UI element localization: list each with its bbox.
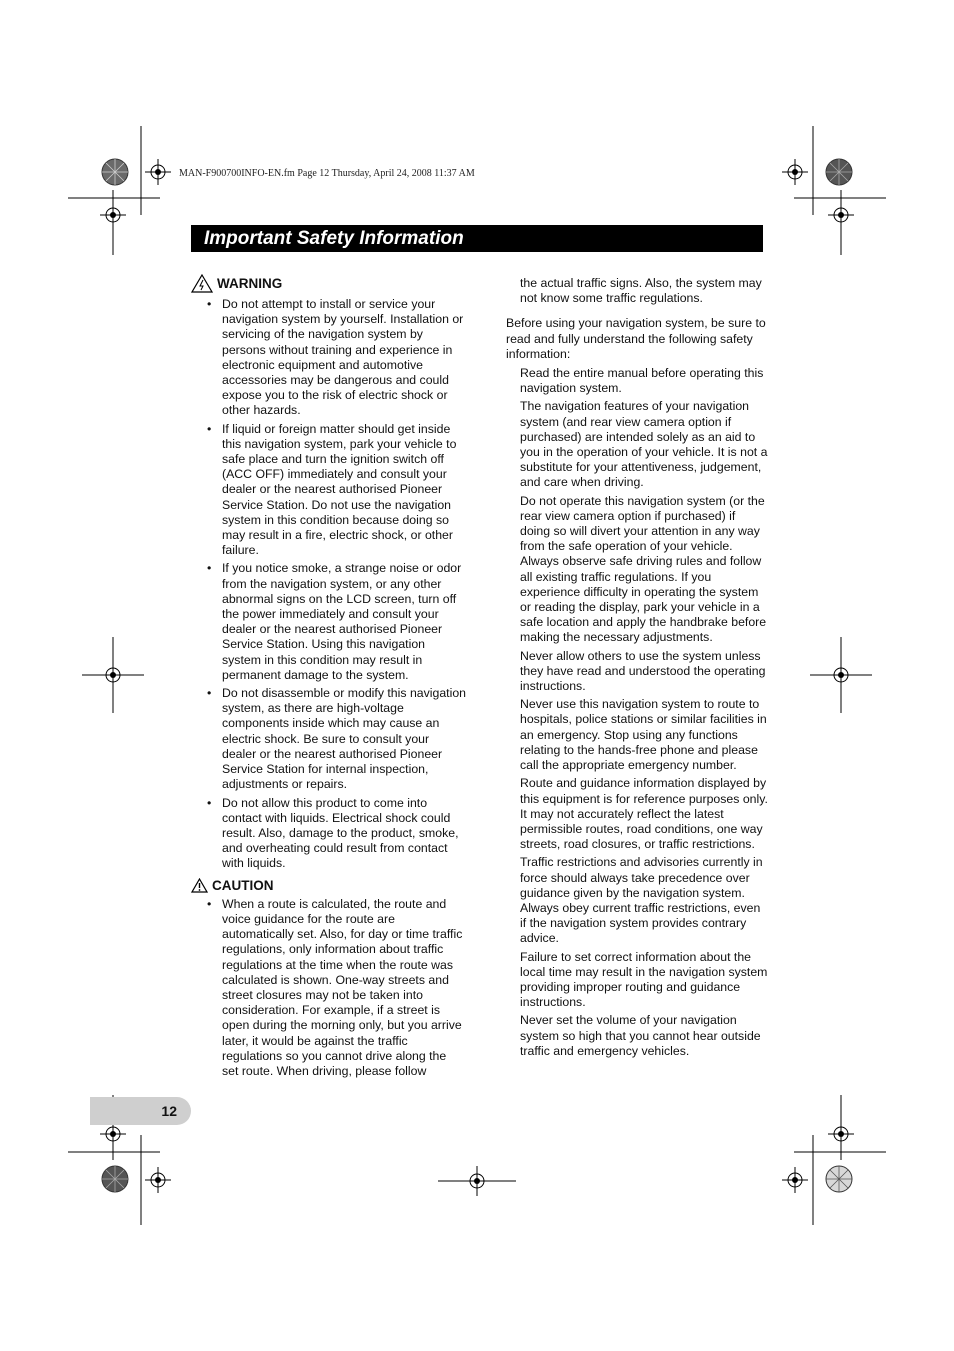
caution-heading <box>191 878 466 893</box>
intro-paragraph: Before using your navigation system, be sure to read and fully understand the following safety information: <box>506 316 766 361</box>
caution-triangle-icon <box>191 878 208 893</box>
color-bar-target-icon <box>825 1165 853 1193</box>
list-item: • When a route is calculated, the route and voice guidance for the route are automatically set. Also, for day or time traffic regulations, only information about traffic regulations at the time when the route was calculated is shown. One-way streets and street closures may not be taken into consideration. For example, if a street is open during the morning only, but you arrive later, it would be against the traffic regulations so you cannot drive along the set route. When driving, please follow <box>191 897 466 1079</box>
registration-mark-icon <box>100 202 126 228</box>
right-column <box>506 276 768 1062</box>
safety-paragraph: Never use this navigation system to route to hospitals, police stations or similar facilities in an emergency. Stop using any functions relating to the hands-free phone and please call the appropriate emergency number. <box>520 697 767 773</box>
caution-list <box>191 897 466 1079</box>
safety-paragraph: Failure to set correct information about the local time may result in the navigation system providing improper routing and guidance instructions. <box>520 949 768 1010</box>
safety-paragraph: Traffic restrictions and advisories currently in force should always take precedence over guidance given by the navigation system. Always obey current traffic restrictions, even if the navigation system provides contrary advice. <box>520 855 763 946</box>
page-title: Important Safety Information <box>191 225 763 252</box>
warning-shock-icon <box>191 274 213 293</box>
registration-mark-icon <box>145 159 171 185</box>
safety-paragraph: Route and guidance information displayed by this equipment is for reference purposes only. It may not accurately reflect the latest permissible routes, road conditions, one way streets, road closures, or traffic restrictions. <box>520 776 768 852</box>
list-item: • Do not allow this product to come into contact with liquids. Electrical shock could result. Also, damage to the product, smoke, and overheating could result from contact with liquids. <box>191 796 466 872</box>
print-header: MAN-F900700INFO-EN.fm Page 12 Thursday, April 24, 2008 11:37 AM <box>179 168 475 179</box>
registration-mark-icon <box>438 1166 516 1196</box>
color-bar-target-icon <box>101 158 129 186</box>
color-bar-target-icon <box>825 158 853 186</box>
caution-label: CAUTION <box>212 877 274 893</box>
list-item: • Do not disassemble or modify this navigation system, as there are high-voltage components inside which may cause an electric shock. Be sure to consult your dealer or the nearest authorised Pioneer Service Station for internal inspection, adjustments or repairs. <box>191 686 466 792</box>
safety-paragraph: Never allow others to use the system unless they have read and understood the operating instructions. <box>520 648 766 694</box>
list-item: • Do not attempt to install or service your navigation system by yourself. Installation or servicing of the navigation system by persons without training and experience in electronic equipment and automotive accessories may be dangerous and could expose you to the risk of electric shock or other hazards. <box>191 297 466 419</box>
color-bar-target-icon <box>101 1165 129 1193</box>
safety-paragraph: The navigation features of your navigation system (and rear view camera option if purchased) are intended solely as an aid to you in the operation of your vehicle. It is not a substitute for your attentiveness, judgement, and care when driving. <box>520 399 768 490</box>
registration-mark-icon <box>810 637 872 713</box>
warning-label: WARNING <box>217 275 283 291</box>
list-item: • If you notice smoke, a strange noise or odor from the navigation system, or any other abnormal signs on the LCD screen, turn off the power immediately and consult your dealer or the nearest authorised Pioneer Service Station. Using this navigation system in this condition may result in permanent damage to the system. <box>191 561 466 683</box>
registration-mark-icon <box>828 1121 854 1147</box>
safety-paragraph: Never set the volume of your navigation system so high that you cannot hear outside traffic and emergency vehicles. <box>520 1013 761 1058</box>
left-column <box>191 274 466 1082</box>
page-number: 12 <box>90 1097 191 1125</box>
safety-paragraph: Do not operate this navigation system (or the rear view camera option if purchased) if doing so will divert your attention in any way from the safe operation of your vehicle. Always observe safe driving rules and follow all existing traffic regulations. If you experience difficulty in operating the system or reading the display, park your vehicle in a safe location and apply the handbrake before making the necessary adjustments. <box>520 493 767 645</box>
warning-list <box>191 297 466 872</box>
caution-continuation: the actual traffic signs. Also, the system may not know some traffic regulations. <box>520 276 762 306</box>
registration-mark-icon <box>145 1167 171 1193</box>
registration-mark-icon <box>782 159 808 185</box>
list-item: • If liquid or foreign matter should get inside this navigation system, park your vehicle to safe place and turn the ignition switch off (ACC OFF) immediately and consult your dealer or the nearest authorised Pioneer Service Station. Do not use the navigation system in this condition because doing so may result in a fire, electric shock, or other failure. <box>191 422 466 559</box>
safety-paragraph: Read the entire manual before operating this navigation system. <box>520 366 764 396</box>
registration-mark-icon <box>82 637 144 713</box>
registration-mark-icon <box>782 1167 808 1193</box>
registration-mark-icon <box>828 202 854 228</box>
warning-heading <box>191 274 466 293</box>
